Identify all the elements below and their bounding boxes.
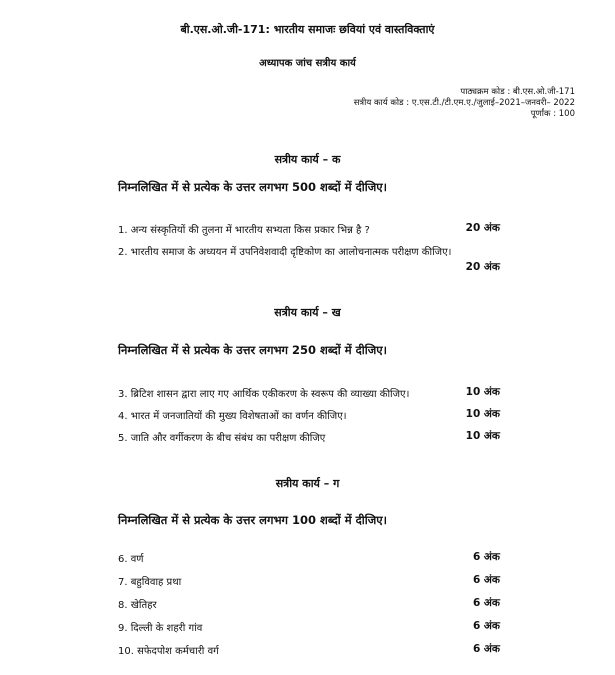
question-1-marks: 20 अंक [465,222,500,234]
question-7: 7. बहुविवाह प्रथा [118,577,182,588]
question-6-marks: 6 अंक [472,551,500,563]
document-subtitle: अध्यापक जांच सत्रीय कार्य [259,58,356,69]
question-3: 3. ब्रिटिश शासन द्वारा लाए गए आर्थिक एकीकरण के स्वरूप की व्याख्या कीजिए। [118,389,410,400]
question-7-marks: 6 अंक [472,574,500,586]
question-2: 2. भारतीय समाज के अध्ययन में उपनिवेशवादी दृष्टिकोण का आलोचनात्मक परीक्षण कीजिए। [118,247,452,258]
question-10-marks: 6 अंक [472,643,500,655]
assignment-code: सत्रीय कार्य कोड : ए.एस.टी./टी.एम.ए./जुलाई–2021–जनवरी– 2022 [353,98,575,108]
section-instruction-a: निम्नलिखित में से प्रत्येक के उत्तर लगभग 500 शब्दों में दीजिए। [118,180,387,194]
question-10: 10. सफेदपोश कर्मचारी वर्ग [118,646,219,657]
question-2-marks: 20 अंक [465,261,500,273]
question-5-marks: 10 अंक [465,430,500,442]
section-title-b: सत्रीय कार्य – ख [274,306,341,319]
question-5: 5. जाति और वर्गीकरण के बीच संबंध का परीक्षण कीजिए [118,433,326,444]
document-title: बी.एस.ओ.जी-171: भारतीय समाजः छवियां एवं वास्तविक्ताएं [180,23,435,36]
course-code: पाठ्यक्रम कोड : बी.एस.ओ.जी-171 [460,87,575,97]
max-marks: पूर्णांक : 100 [530,109,575,119]
question-4: 4. भारत में जनजातियों की मुख्य विशेषताओं का वर्णन कीजिए। [118,411,347,422]
question-8-marks: 6 अंक [472,597,500,609]
section-title-a: सत्रीय कार्य – क [274,153,341,166]
question-4-marks: 10 अंक [465,408,500,420]
section-instruction-b: निम्नलिखित में से प्रत्येक के उत्तर लगभग 250 शब्दों में दीजिए। [118,343,387,357]
section-instruction-c: निम्नलिखित में से प्रत्येक के उत्तर लगभग 100 शब्दों में दीजिए। [118,513,387,527]
question-9-marks: 6 अंक [472,620,500,632]
question-8: 8. खेतिहर [118,600,157,611]
question-6: 6. वर्ण [118,554,144,565]
section-title-c: सत्रीय कार्य – ग [275,477,340,490]
question-3-marks: 10 अंक [465,386,500,398]
question-1: 1. अन्य संस्कृतियों की तुलना में भारतीय सभ्यता किस प्रकार भिन्न है ? [118,225,370,236]
question-9: 9. दिल्ली के शहरी गांव [118,623,203,634]
